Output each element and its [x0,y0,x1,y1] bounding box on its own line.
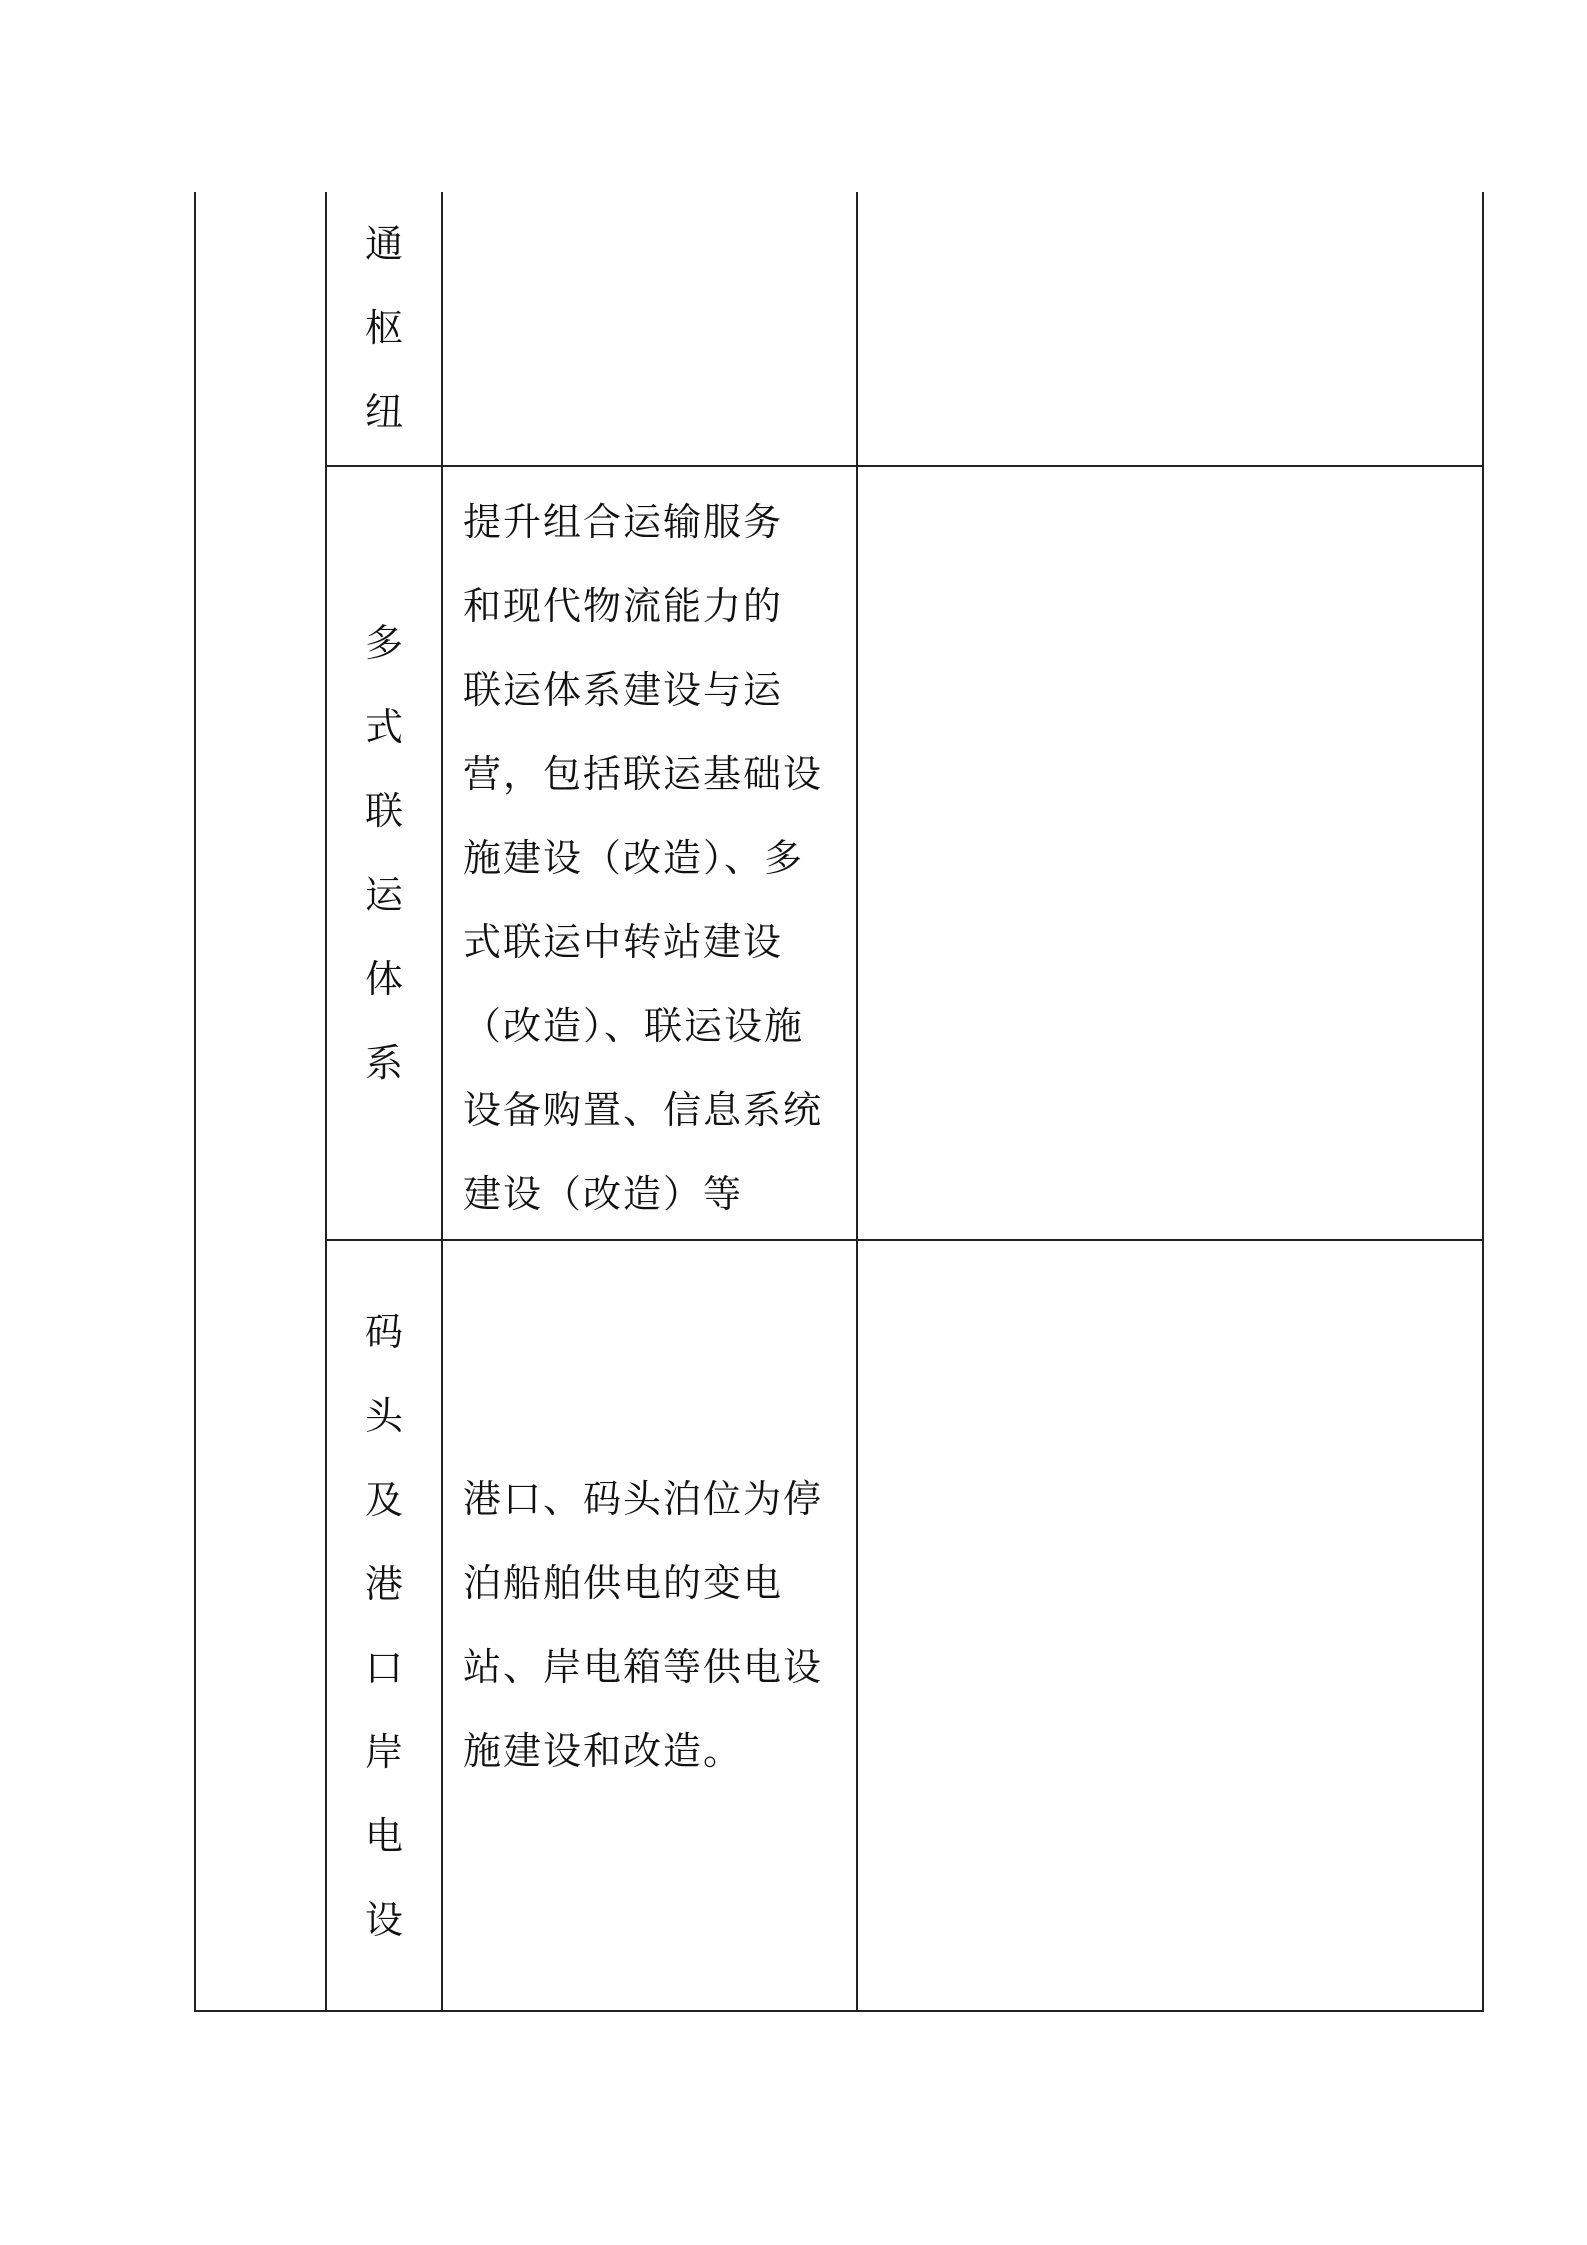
description-line: 联运体系建设与运 [463,668,784,712]
row-divider-1 [325,465,1484,467]
category-char: 岸 [364,1729,403,1774]
category-char: 枢 [364,306,403,350]
table-border-bottom [194,2010,1484,2012]
category-char: 通 [364,222,403,266]
description-line: （改造）、联运设施 [463,1004,805,1048]
category-char: 码 [364,1309,403,1354]
category-char: 港 [364,1561,403,1606]
category-char: 电 [364,1813,403,1858]
category-char: 系 [364,1041,403,1085]
description-line: 设备购置、信息系统 [463,1088,824,1132]
category-char: 多 [364,621,403,665]
description-line: 施建设和改造。 [463,1729,744,1773]
category-char: 口 [364,1645,403,1690]
table-border-left [194,192,196,2012]
category-char: 体 [364,957,403,1001]
row-category-label [327,208,441,448]
row-description [463,1457,843,1793]
description-line: 建设（改造）等 [463,1172,744,1216]
category-char: 式 [364,705,403,749]
category-char: 运 [364,873,403,917]
category-char: 及 [364,1477,403,1522]
description-line: 站、岸电箱等供电设 [463,1645,824,1689]
description-line: 泊船舶供电的变电 [463,1561,784,1605]
row-description [463,480,843,1236]
description-line: 营，包括联运基础设 [463,752,824,796]
row-category-label [327,1241,441,2010]
row-divider-2 [325,1239,1484,1241]
description-line: 港口、码头泊位为停 [463,1477,824,1521]
description-line: 施建设（改造）、多 [463,836,805,880]
category-table [194,192,1484,2012]
category-char: 头 [364,1393,403,1438]
row-category-label [327,467,441,1239]
category-char: 设 [364,1897,403,1942]
description-line: 式联运中转站建设 [463,920,784,964]
description-line: 和现代物流能力的 [463,584,784,628]
description-line: 提升组合运输服务 [463,500,784,544]
category-char: 纽 [364,390,403,434]
category-char: 联 [364,789,403,833]
